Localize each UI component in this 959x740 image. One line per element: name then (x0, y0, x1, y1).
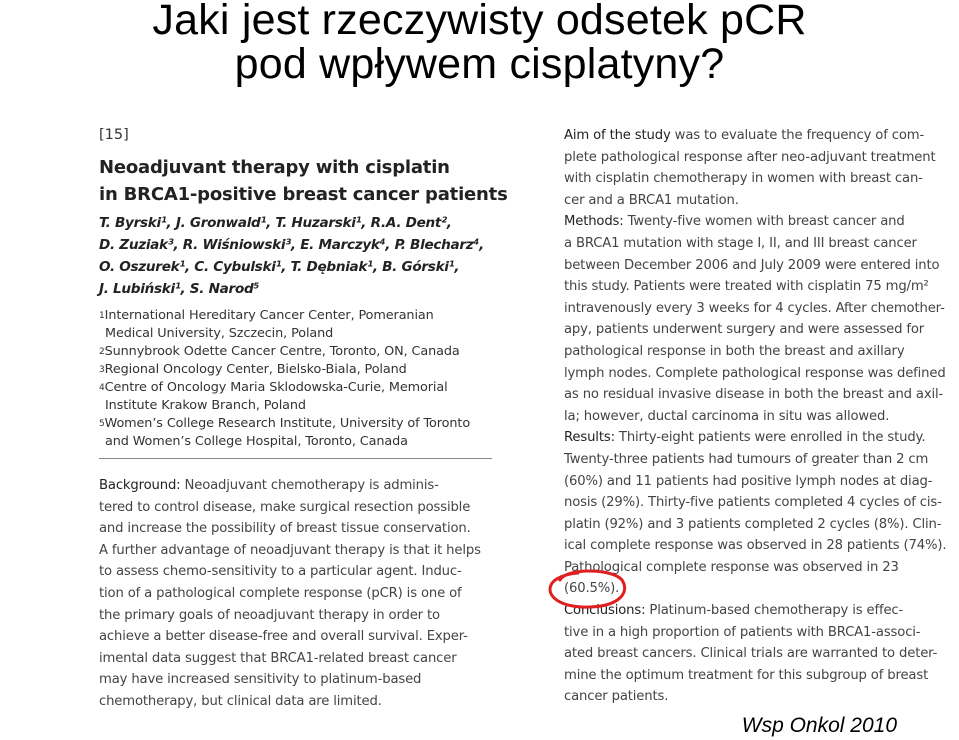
affiliation-item-continued: Institute Krakow Branch, Poland (105, 398, 306, 413)
paper-title (99, 154, 508, 208)
text-line: to assess chemo-sensitivity to a particular agent. Induc- (99, 564, 462, 580)
text-line: ical complete response was observed in 28 patients (74%). (564, 538, 947, 554)
text-line: with cisplatin chemotherapy in women with breast can- (564, 171, 923, 187)
authors-line: O. Oszurek¹, C. Cybulski¹, T. Dębniak¹, B. Górski¹, (99, 259, 460, 275)
authors-line: D. Zuziak³, R. Wiśniowski³, E. Marczyk⁴, P. Blecharz⁴, (99, 237, 484, 253)
text-line: Aim of the study was to evaluate the frequency of com- (564, 128, 925, 143)
section-divider (99, 458, 492, 459)
aim-label: Aim of the study (564, 128, 671, 143)
text-line: as no residual invasive disease in both the breast and axil- (564, 387, 944, 403)
text-line: la; however, ductal carcinoma in situ was allowed. (564, 408, 890, 424)
affiliation-item: $^3$Regional Oncology Center, Bielsko-Biala, Poland (99, 362, 407, 377)
paper-title-line-2: in BRCA1-positive breast cancer patients (99, 184, 508, 205)
text-line: this study. Patients were treated with cisplatin 75 mg/m² (564, 279, 929, 295)
affiliation-item-continued: and Women’s College Hospital, Toronto, Canada (105, 434, 408, 449)
paper-title-line-1: Neoadjuvant therapy with cisplatin (99, 157, 450, 178)
authors-line: J. Lubiński¹, S. Narod⁵ (99, 281, 260, 297)
abstract-background (99, 475, 492, 713)
text-line: Conclusions: Platinum-based chemotherapy is effec- (564, 603, 904, 619)
text-line: Pathological complete response was observed in 23 (564, 559, 899, 575)
text-line: ated breast cancers. Clinical trials are warranted to deter- (564, 646, 938, 662)
abstract-right-column (564, 125, 956, 708)
text-line: A further advantage of neoadjuvant therapy is that it helps (99, 542, 481, 558)
affiliation-item: $^5$Women’s College Research Institute, University of Toronto (99, 416, 471, 431)
slide-title (0, 0, 959, 86)
text-line: tion of a pathological complete response (pCR) is one of (99, 585, 462, 601)
text-line: pathological response in both the breast and axillary (564, 343, 905, 359)
text-line: tered to control disease, make surgical resection possible (99, 499, 471, 515)
text-line: Methods: Twenty-five women with breast cancer and (564, 214, 905, 230)
text-line: apy, patients underwent surgery and were assessed for (564, 322, 925, 338)
affiliation-item: $^2$Sunnybrook Odette Cancer Centre, Toronto, ON, Canada (99, 344, 460, 359)
text-line: cancer patients. (564, 689, 669, 705)
text-line: a BRCA1 mutation with stage I, II, and III breast cancer (564, 235, 917, 251)
authors-line: T. Byrski¹, J. Gronwald¹, T. Huzarski¹, R.A. Dent², (99, 215, 452, 231)
paper-affiliations (99, 307, 470, 451)
affiliation-item: $^4$Centre of Oncology Maria Sklodowska-Curie, Memorial (99, 380, 448, 395)
affiliation-item: $^1$International Hereditary Cancer Center, Pomeranian (99, 308, 434, 323)
text-line: Results: Thirty-eight patients were enrolled in the study. (564, 430, 926, 446)
text-line: may have increased sensitivity to platinum-based (99, 672, 422, 688)
text-line: imental data suggest that BRCA1-related breast cancer (99, 650, 457, 666)
paper-reference-number: [15] (99, 127, 129, 143)
conclusions-label: Conclusions: (564, 603, 646, 619)
slide-title-line-2: pod wpływem cisplatyny? (234, 40, 725, 88)
text-line: achieve a better disease-free and overall survival. Exper- (99, 629, 468, 645)
text-line: Twenty-three patients had tumours of greater than 2 cm (564, 451, 929, 467)
text-line: lymph nodes. Complete pathological response was defined (564, 365, 946, 381)
text-line: tive in a high proportion of patients with BRCA1-associ- (564, 624, 921, 640)
text-line: mine the optimum treatment for this subgroup of breast (564, 667, 929, 683)
highlighted-result: (60.5%). (564, 581, 620, 597)
text-line: between December 2006 and July 2009 were entered into (564, 257, 940, 273)
text-line: and increase the possibility of breast tissue conservation. (99, 521, 471, 537)
background-label: Background: (99, 478, 181, 493)
text-line: intravenously every 3 weeks for 4 cycles. After chemother- (564, 300, 945, 316)
text-line: platin (92%) and 3 patients completed 2 cycles (8%). Clin- (564, 516, 942, 532)
text-line: cer and a BRCA1 mutation. (564, 192, 739, 208)
text-line: chemotherapy, but clinical data are limited. (99, 693, 382, 709)
text-line: Background: Neoadjuvant chemotherapy is adminis- (99, 478, 439, 493)
paper-authors (99, 212, 484, 300)
text-line: (60%) and 11 patients had positive lymph nodes at diag- (564, 473, 933, 489)
methods-label: Methods: (564, 214, 624, 230)
slide-citation: Wsp Onkol 2010 (741, 714, 897, 737)
results-label: Results: (564, 430, 615, 446)
affiliation-item-continued: Medical University, Szczecin, Poland (105, 326, 334, 341)
slide-title-line-1: Jaki jest rzeczywisty odsetek pCR (152, 0, 807, 44)
text-line: the primary goals of neoadjuvant therapy in order to (99, 607, 440, 623)
text-line: nosis (29%). Thirty-five patients completed 4 cycles of cis- (564, 495, 942, 511)
text-line: plete pathological response after neo-adjuvant treatment (564, 149, 936, 165)
